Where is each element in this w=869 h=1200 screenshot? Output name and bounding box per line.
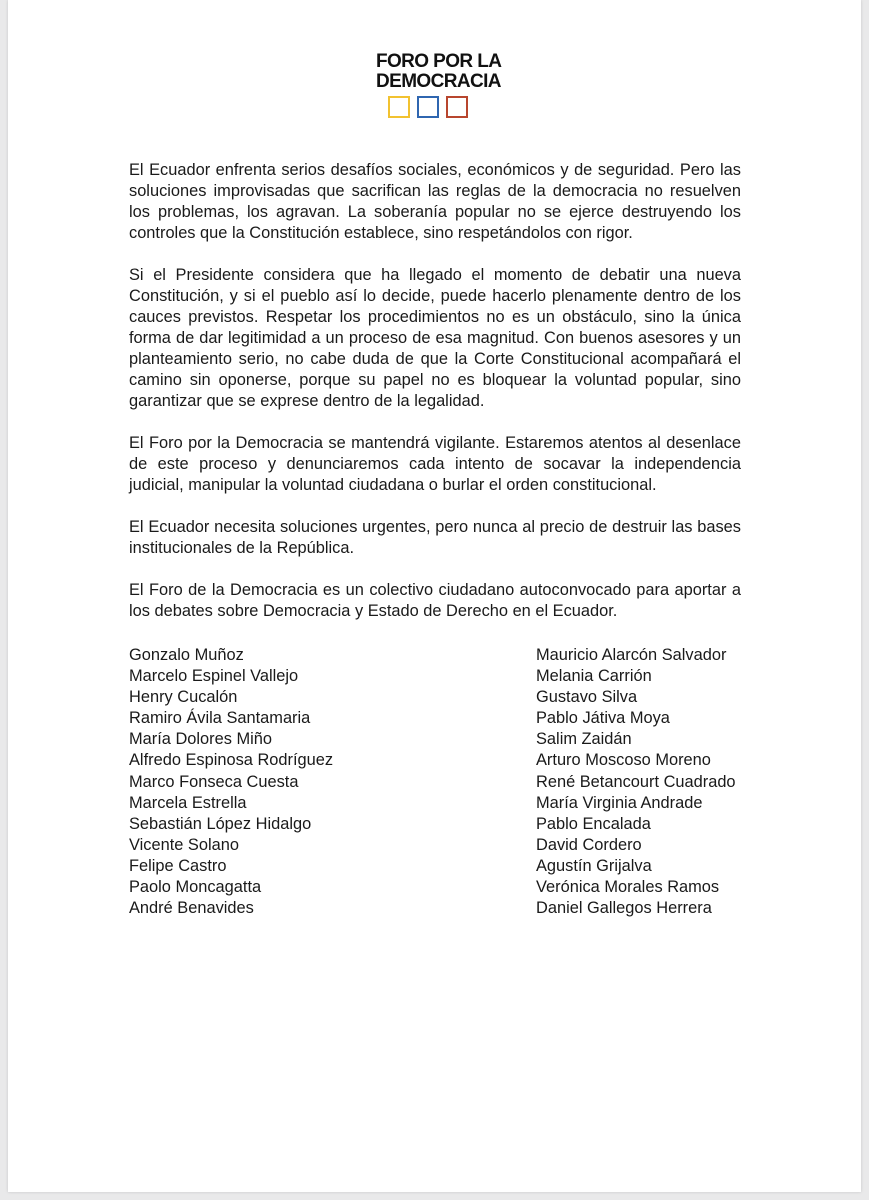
- signatory: Pablo Encalada: [536, 814, 651, 833]
- signatory: Sebastián López Hidalgo: [129, 814, 312, 833]
- signatories-list: [129, 645, 749, 935]
- logo-square-blue: [417, 96, 439, 118]
- logo-text-line-2: DEMOCRACIA: [376, 71, 501, 92]
- signatory: Marco Fonseca Cuesta: [129, 772, 299, 791]
- paragraph-1: El Ecuador enfrenta serios desafíos sociales, económicos y de seguridad. Pero las soluciones improvisadas que sacrifican las reglas de la democracia no resuelven los problemas, los agravan. La soberanía popular no se ejerce destruyendo los controles que la Constitución establece, sino respetándolos con rigor.: [129, 161, 741, 242]
- signatory: Gustavo Silva: [536, 688, 638, 707]
- signatory: Mauricio Alarcón Salvador: [536, 646, 727, 664]
- signatory: Verónica Morales Ramos: [536, 878, 720, 897]
- document-page: [8, 0, 861, 1192]
- signatory: Marcela Estrella: [129, 793, 247, 812]
- signatory: Pablo Játiva Moya: [536, 709, 670, 728]
- signatory: Henry Cucalón: [129, 688, 238, 707]
- signatory: Felipe Castro: [129, 856, 227, 875]
- signatory: René Betancourt Cuadrado: [536, 772, 736, 791]
- paragraph-2: Si el Presidente considera que ha llegado el momento de debatir una nueva Constitución, y si el pueblo así lo decide, puede hacerlo plenamente dentro de los cauces previstos. Respetar los procedimientos no es un obstáculo, sino la única forma de dar legitimidad a un proceso de esa magnitud. Con buenos asesores y un planteamiento serio, no cabe duda de que la Corte Constitucional acompañará el camino sin oponerse, porque su papel no es bloquear la voluntad popular, sino garantizar que se exprese dentro de la legalidad.: [129, 266, 741, 410]
- signatory: Salim Zaidán: [536, 730, 632, 749]
- signatory: María Virginia Andrade: [536, 793, 703, 812]
- logo-square-yellow: [388, 96, 410, 118]
- paragraph-3: El Foro por la Democracia se mantendrá vigilante. Estaremos atentos al desenlace de este proceso y denunciaremos cada intento de socavar la independencia judicial, manipular la voluntad ciudadana o burlar el orden constitucional.: [129, 434, 741, 494]
- logo-squares: [388, 96, 516, 118]
- logo-text-line-1: FORO POR LA: [376, 51, 502, 72]
- signatory: Arturo Moscoso Moreno: [536, 751, 711, 770]
- statement-body: [129, 160, 741, 643]
- signatory: Vicente Solano: [129, 835, 239, 854]
- signatory: André Benavides: [129, 899, 254, 918]
- signatory: María Dolores Miño: [129, 730, 273, 749]
- signatory: Daniel Gallegos Herrera: [536, 899, 712, 918]
- paragraph-5: El Foro de la Democracia es un colectivo ciudadano autoconvocado para aportar a los debates sobre Democracia y Estado de Derecho en el Ecuador.: [129, 581, 741, 620]
- signatory: Agustín Grijalva: [536, 856, 652, 875]
- signatory: Melania Carrión: [536, 667, 652, 686]
- signatory: Gonzalo Muñoz: [129, 646, 244, 664]
- paragraph-4: El Ecuador necesita soluciones urgentes, pero nunca al precio de destruir las bases institucionales de la República.: [129, 518, 741, 557]
- signatory: David Cordero: [536, 835, 642, 854]
- signatory: Paolo Moncagatta: [129, 878, 262, 897]
- signatory: Ramiro Ávila Santamaria: [129, 709, 311, 728]
- signatories-left-column: [129, 645, 333, 919]
- signatories-right-column: [536, 645, 736, 919]
- signatory: Alfredo Espinosa Rodríguez: [129, 751, 334, 770]
- foro-logo: [376, 52, 516, 118]
- signatory: Marcelo Espinel Vallejo: [129, 667, 299, 686]
- logo-square-red: [446, 96, 468, 118]
